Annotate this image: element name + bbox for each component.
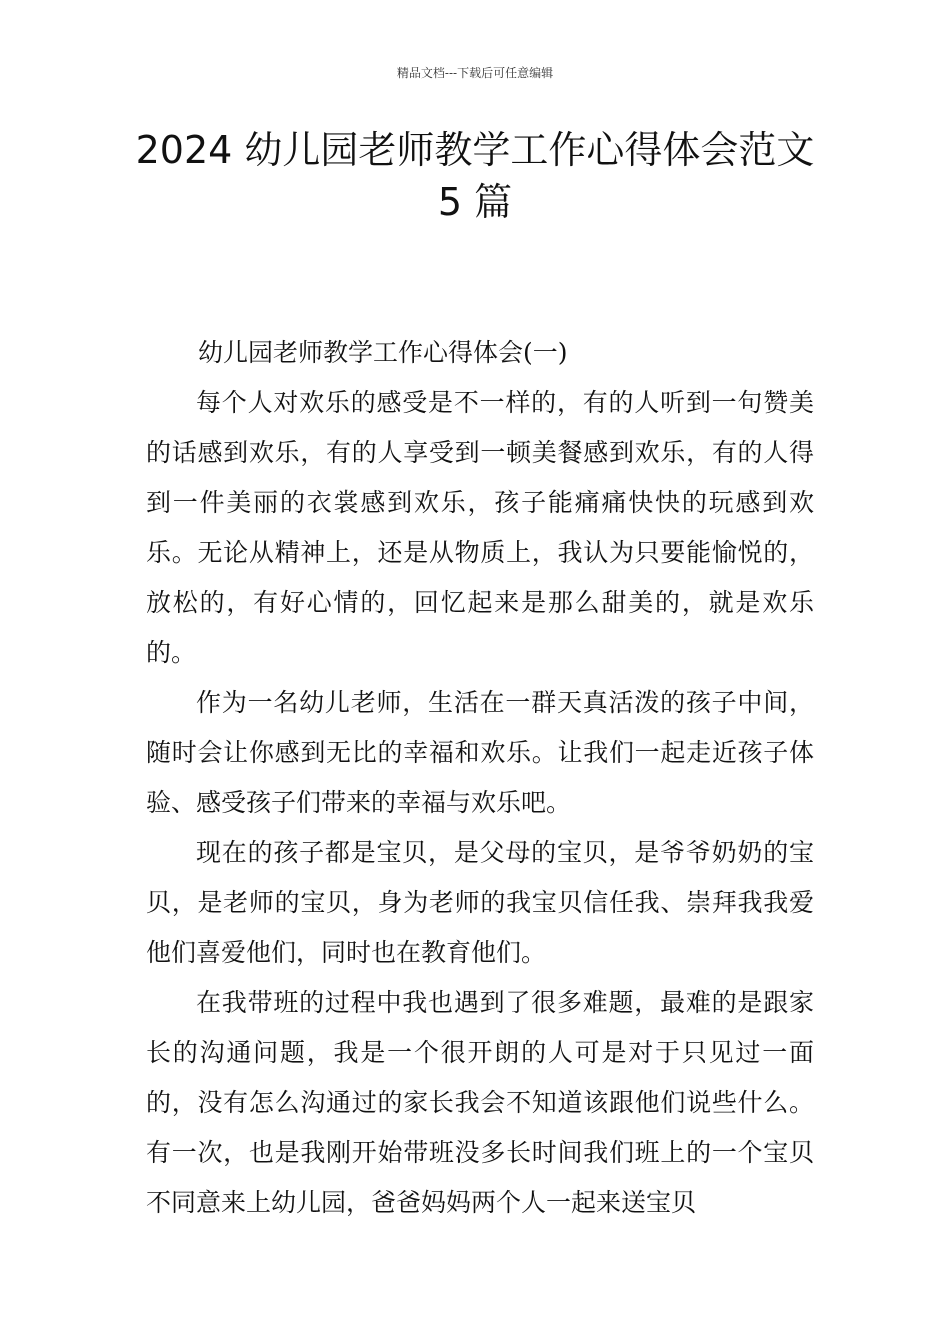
document-title-line-1: 2024 幼儿园老师教学工作心得体会范文 [135, 128, 815, 172]
paragraph-2: 作为一名幼儿老师，生活在一群天真活泼的孩子中间，随时会让你感到无比的幸福和欢乐。让我们一起走近孩子体验、感受孩子们带来的幸福与欢乐吧。 [146, 688, 814, 817]
document-title-line-2: 5 篇 [437, 180, 513, 224]
paragraph-3: 现在的孩子都是宝贝，是父母的宝贝，是爷爷奶奶的宝贝，是老师的宝贝，身为老师的我宝贝信任我、崇拜我我爱他们喜爱他们，同时也在教育他们。 [146, 838, 814, 967]
header-note: 精品文档---下载后可任意编辑 [396, 66, 554, 80]
paragraph-1: 每个人对欢乐的感受是不一样的，有的人听到一句赞美的话感到欢乐，有的人享受到一顿美餐感到欢乐，有的人得到一件美丽的衣裳感到欢乐，孩子能痛痛快快的玩感到欢乐。无论从精神上，还是从物质上，我认为只要能愉悦的，放松的，有好心情的，回忆起来是那么甜美的，就是欢乐的。 [146, 388, 814, 667]
document-body [146, 328, 814, 1228]
document-title [120, 124, 830, 228]
paragraph-4: 在我带班的过程中我也遇到了很多难题，最难的是跟家长的沟通问题，我是一个很开朗的人可是对于只见过一面的，没有怎么沟通过的家长我会不知道该跟他们说些什么。有一次，也是我刚开始带班没多长时间我们班上的一个宝贝不同意来上幼儿园，爸爸妈妈两个人一起来送宝贝 [146, 988, 814, 1217]
section-heading: 幼儿园老师教学工作心得体会(一) [198, 338, 568, 367]
